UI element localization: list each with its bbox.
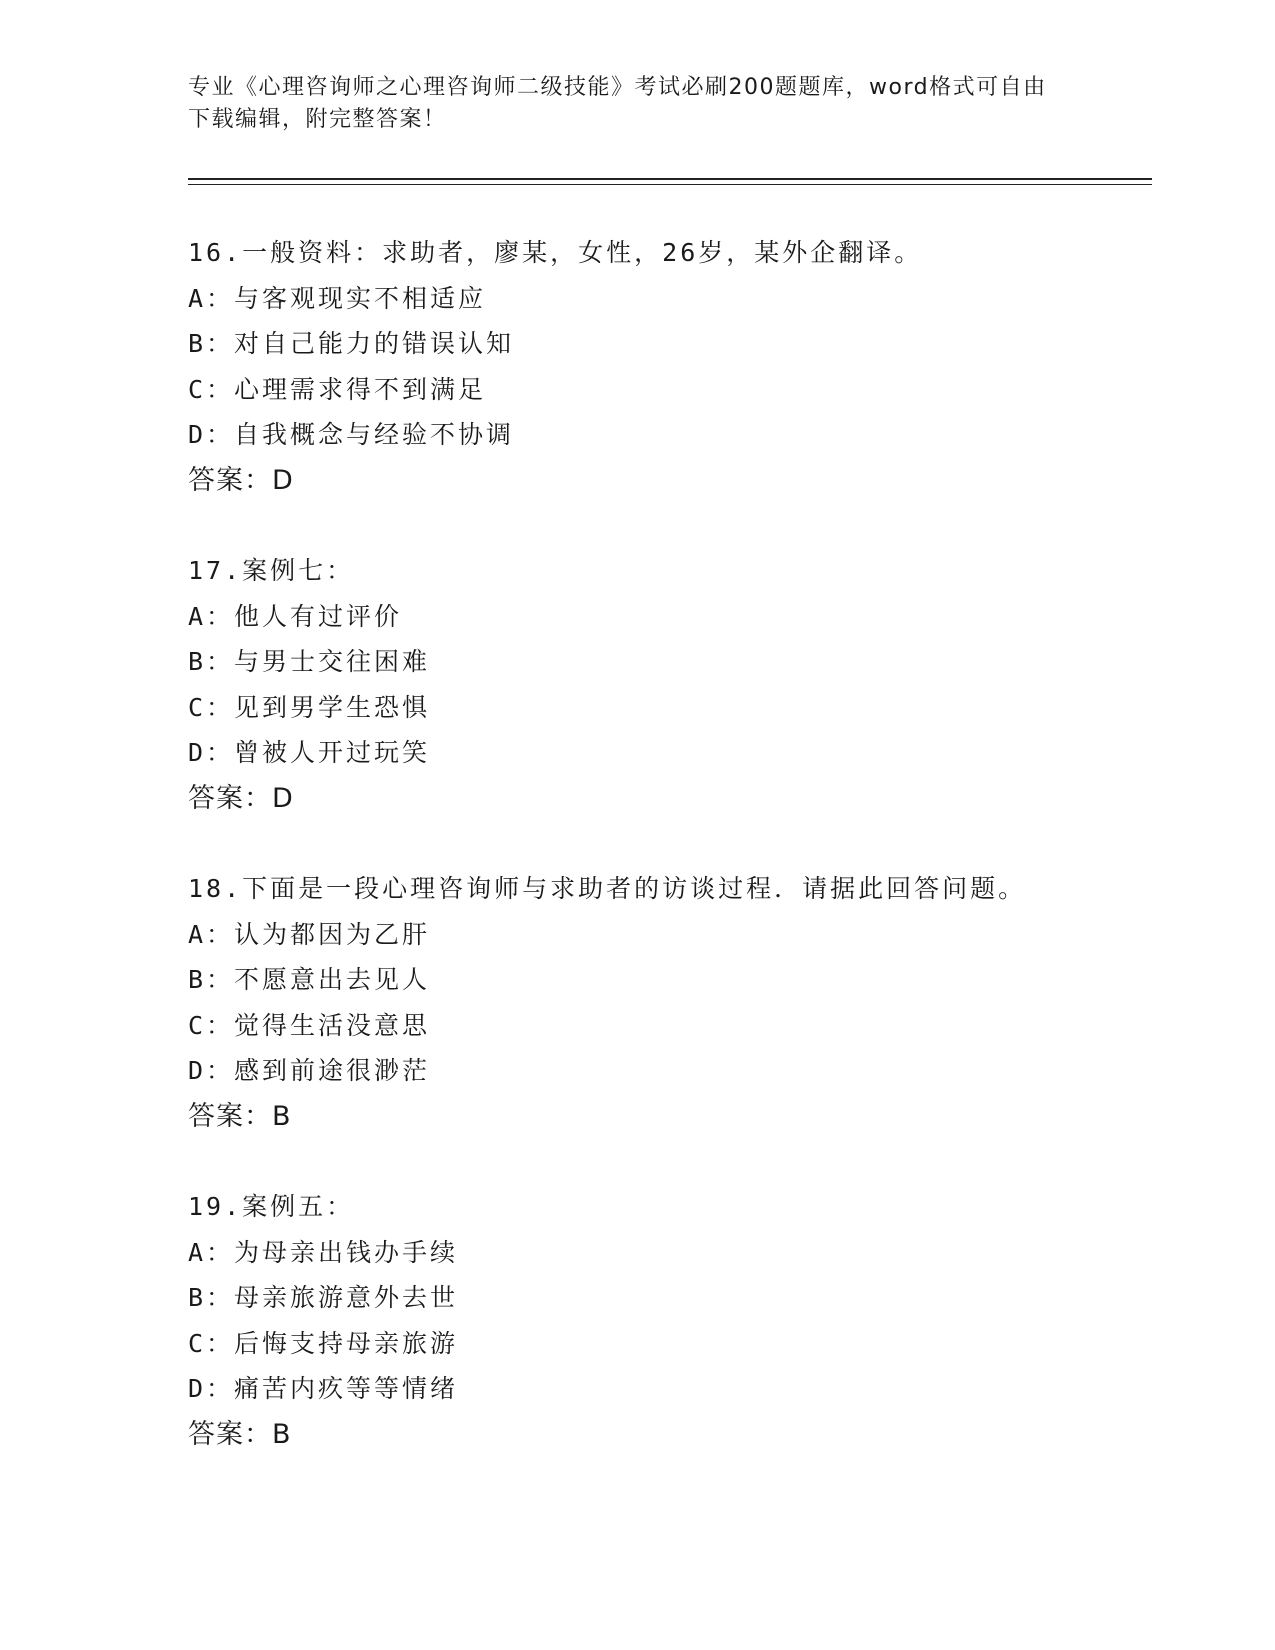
- header-divider-thick: [188, 178, 1152, 180]
- answer-line: 答案：B: [188, 1418, 292, 1450]
- option-b: B：对自己能力的错误认知: [188, 329, 515, 358]
- question-19: [188, 1184, 1138, 1457]
- question-title: 18.下面是一段心理咨询师与求助者的访谈过程．请据此回答问题。: [188, 874, 1027, 903]
- option-a: A：认为都因为乙肝: [188, 919, 431, 949]
- header-divider-thin: [188, 184, 1152, 185]
- option-a: A：为母亲出钱办手续: [188, 1237, 459, 1267]
- option-a: A：他人有过评价: [188, 601, 403, 631]
- question-title: 19.案例五：: [188, 1192, 355, 1221]
- option-c: C：觉得生活没意思: [188, 1010, 431, 1040]
- option-d: D：自我概念与经验不协调: [188, 420, 515, 449]
- question-18: [188, 866, 1138, 1139]
- option-d: D：曾被人开过玩笑: [188, 738, 431, 767]
- option-b: B：不愿意出去见人: [188, 965, 431, 994]
- option-b: B：与男士交往困难: [188, 647, 431, 676]
- question-17: [188, 548, 1138, 821]
- question-title: 16.一般资料：求助者，廖某，女性，26岁，某外企翻译。: [188, 238, 923, 267]
- option-d: D：痛苦内疚等等情绪: [188, 1374, 459, 1403]
- document-header: 专业《心理咨询师之心理咨询师二级技能》考试必刷200题题库，word格式可自由下载编辑，附完整答案！: [188, 75, 1047, 132]
- option-d: D：感到前途很渺茫: [188, 1056, 431, 1085]
- answer-line: 答案：D: [188, 782, 294, 814]
- answer-line: 答案：D: [188, 464, 294, 496]
- question-16: [188, 230, 1138, 503]
- option-c: C：心理需求得不到满足: [188, 374, 487, 404]
- answer-line: 答案：B: [188, 1100, 292, 1132]
- question-title: 17.案例七：: [188, 556, 355, 585]
- option-b: B：母亲旅游意外去世: [188, 1283, 459, 1312]
- option-a: A：与客观现实不相适应: [188, 283, 487, 313]
- option-c: C：后悔支持母亲旅游: [188, 1328, 459, 1358]
- option-c: C：见到男学生恐惧: [188, 692, 431, 722]
